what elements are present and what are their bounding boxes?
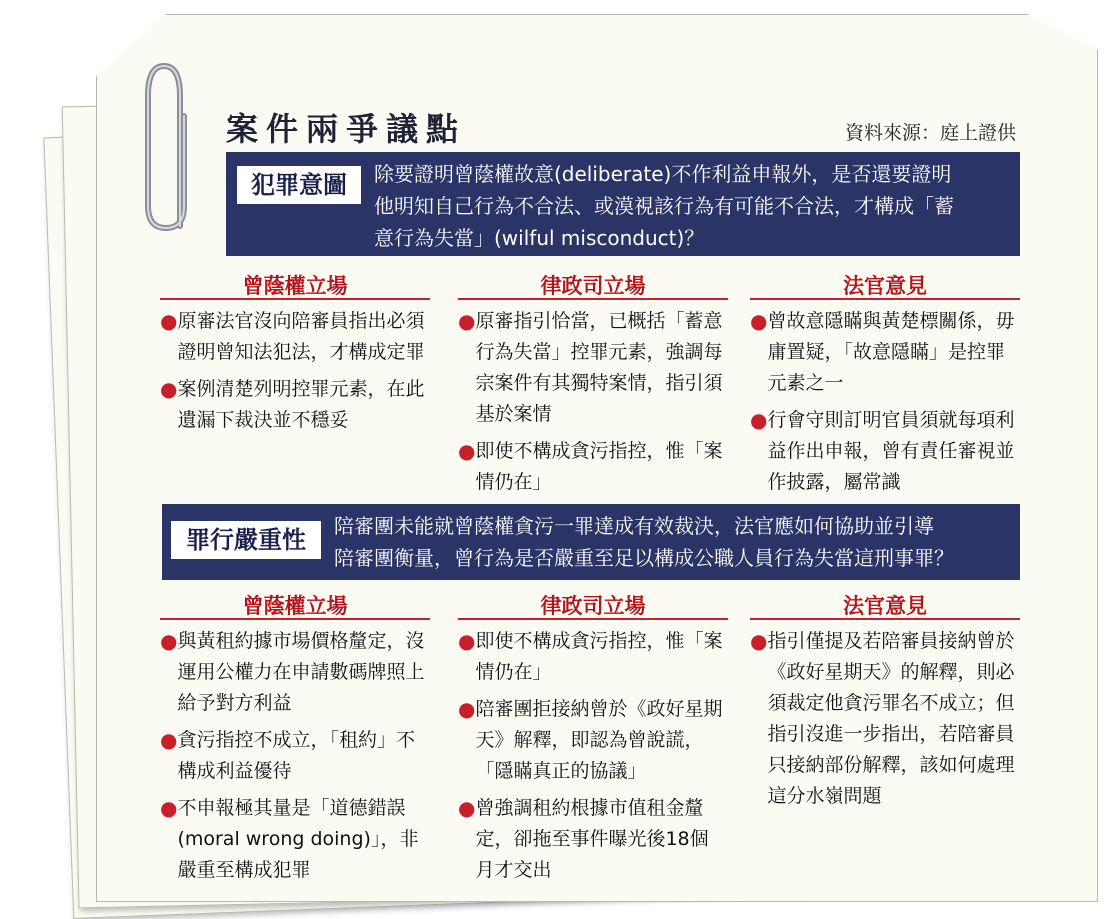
list-item: ● 不申報極其量是「道德錯誤(moral wrong doing)」，非嚴重至構成犯罪: [160, 793, 428, 886]
section-tag-intent: 犯罪意圖: [234, 163, 364, 207]
column-doj-severity: [458, 626, 726, 892]
column-rule: [750, 298, 1020, 300]
column-judge-severity: [750, 626, 1018, 818]
list-item: ● 原審法官沒向陪審員指出必須證明曾知法犯法，才構成定罪: [160, 306, 428, 368]
column-heading: 法官意見: [843, 593, 927, 618]
column-rule: [750, 618, 1020, 620]
list-item: ● 指引僅提及若陪審員接納曾於《政好星期天》的解釋，則必須裁定他貪污罪名不成立；但指引沒進一步指出，若陪審員只接納部份解釋，該如何處理這分水嶺問題: [750, 626, 1018, 812]
bullet-icon: ●: [160, 309, 178, 333]
list-item: ● 即使不構成貪污指控，惟「案情仍在」: [458, 626, 726, 688]
bullet-icon: ●: [750, 309, 768, 333]
list-item: ● 即使不構成貪污指控，惟「案情仍在」: [458, 436, 726, 498]
question-line: 陪審團衡量，曾行為是否嚴重至足以構成公職人員行為失當這刑事罪？: [334, 546, 954, 570]
column-heading: 法官意見: [843, 273, 927, 298]
bullet-icon: ●: [160, 796, 178, 820]
list-item: ● 曾故意隱瞞與黃楚標關係，毋庸置疑，「故意隱瞞」是控罪元素之一: [750, 306, 1018, 399]
list-item: ● 案例清楚列明控罪元素，在此遺漏下裁決並不穩妥: [160, 374, 428, 436]
bullet-icon: ●: [160, 728, 178, 752]
question-line: 陪審團未能就曾蔭權貪污一罪達成有效裁決，法官應如何協助並引導: [334, 514, 934, 538]
list-item: ● 行會守則訂明官員須就每項利益作出申報，曾有責任審視並作披露，屬常識: [750, 405, 1018, 498]
column-heading: 曾蔭權立場: [242, 593, 348, 618]
column-tsang-intent: [160, 306, 428, 442]
column-tsang-severity: [160, 626, 428, 892]
column-rule: [458, 298, 728, 300]
list-item: ● 貪污指控不成立，「租約」不構成利益優待: [160, 725, 428, 787]
page-title: 案件兩爭議點: [226, 110, 467, 148]
column-heading: 律政司立場: [540, 273, 646, 298]
bullet-icon: ●: [458, 439, 476, 463]
column-doj-intent: [458, 306, 726, 504]
list-item: ● 陪審團拒接納曾於《政好星期天》解釋，即認為曾說謊，「隱瞞真正的協議」: [458, 694, 726, 787]
source-credit: 資料來源：庭上證供: [844, 122, 1016, 144]
column-rule: [458, 618, 728, 620]
list-item: ● 曾強調租約根據市值租金釐定，卻拖至事件曝光後18個月才交出: [458, 793, 726, 886]
column-heading: 律政司立場: [540, 593, 646, 618]
bullet-icon: ●: [750, 408, 768, 432]
section-tag-severity: 罪行嚴重性: [168, 518, 324, 562]
list-item: ● 原審指引恰當，已概括「蓄意行為失當」控罪元素，強調每宗案件有其獨特案情，指引須基於案情: [458, 306, 726, 430]
column-rule: [160, 298, 430, 300]
column-heading: 曾蔭權立場: [242, 273, 348, 298]
question-line: 除要證明曾蔭權故意(deliberate)不作利益申報外，是否還要證明: [374, 162, 952, 186]
question-line: 意行為失當」(wilful misconduct)？: [374, 226, 705, 250]
bullet-icon: ●: [458, 697, 476, 721]
column-judge-intent: [750, 306, 1018, 504]
bullet-icon: ●: [160, 629, 178, 653]
bullet-icon: ●: [750, 629, 768, 653]
list-item: ● 與黃租約據市場價格釐定，沒運用公權力在申請數碼牌照上給予對方利益: [160, 626, 428, 719]
bullet-icon: ●: [458, 796, 476, 820]
question-line: 他明知自己行為不合法、或漠視該行為有可能不合法，才構成「蓄: [374, 194, 954, 218]
column-rule: [160, 618, 430, 620]
bullet-icon: ●: [458, 309, 476, 333]
bullet-icon: ●: [160, 377, 178, 401]
bullet-icon: ●: [458, 629, 476, 653]
